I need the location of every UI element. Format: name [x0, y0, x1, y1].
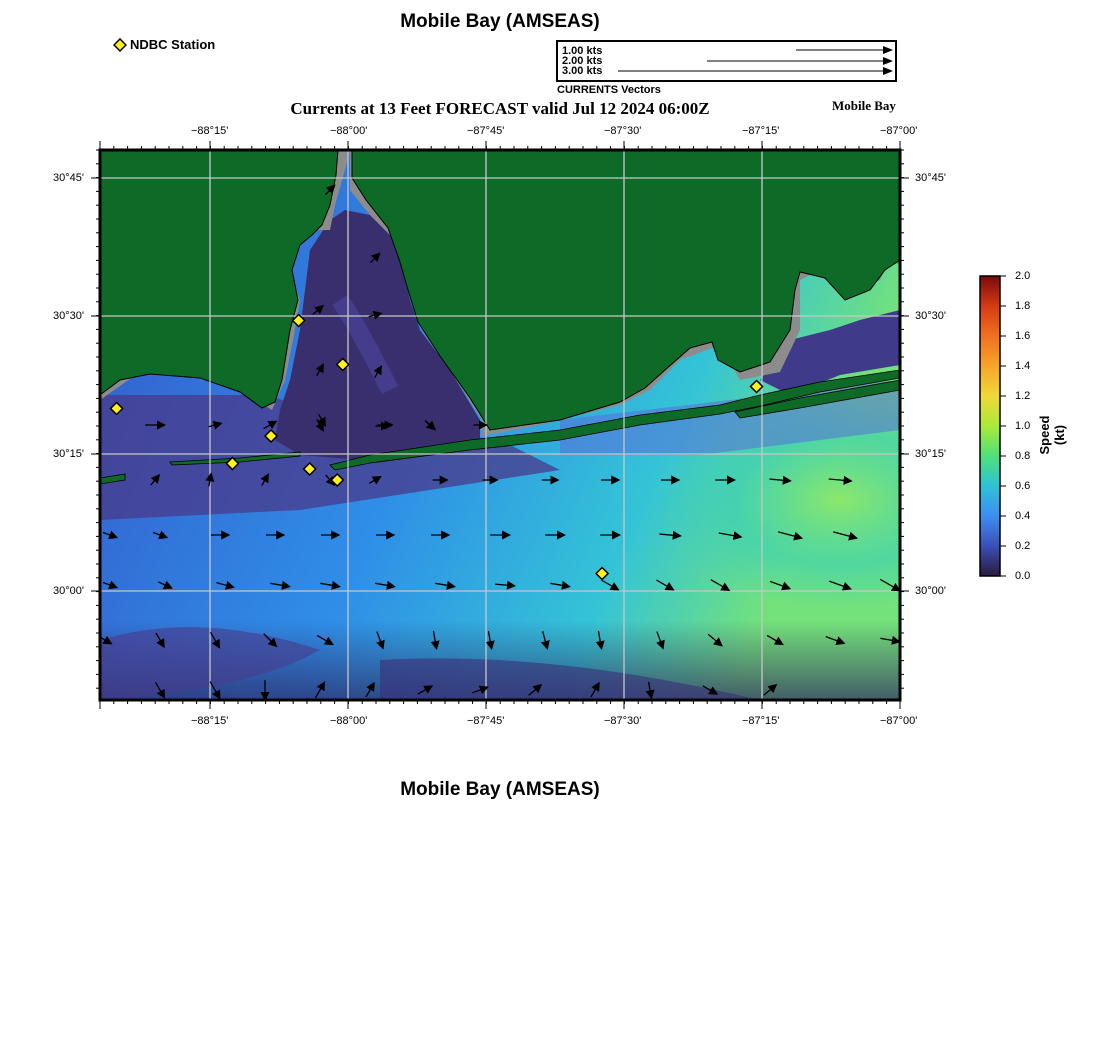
lon-tick-top: −88°00': [330, 125, 368, 137]
colorbar-tick: 0.6: [1015, 480, 1031, 492]
lon-tick-top: −87°45': [467, 125, 505, 137]
colorbar-tick: 0.0: [1015, 570, 1031, 582]
region-label: Mobile Bay: [832, 98, 896, 113]
lon-tick-bottom: −87°15': [742, 715, 780, 727]
colorbar-tick: 2.0: [1015, 270, 1031, 282]
lat-tick-right: 30°30': [915, 310, 946, 322]
lat-tick-left: 30°30': [53, 310, 84, 322]
colorbar-tick: 1.0: [1015, 420, 1031, 432]
forecast-subtitle: Currents at 13 Feet FORECAST valid Jul 12 2024 06:00Z: [290, 99, 710, 118]
lat-tick-left: 30°15': [53, 448, 84, 460]
page-title: Mobile Bay (AMSEAS): [400, 11, 600, 32]
vector-key-label-3: 3.00 kts: [562, 65, 603, 77]
colorbar-tick: 1.4: [1015, 360, 1031, 372]
lat-tick-left: 30°45': [53, 172, 84, 184]
lon-tick-bottom: −87°45': [467, 715, 505, 727]
lat-tick-left: 30°00': [53, 585, 84, 597]
vector-key-label-2: 2.00 kts: [562, 55, 603, 67]
lon-tick-top: −88°15': [191, 125, 229, 137]
lon-tick-bottom: −87°00': [880, 715, 918, 727]
vector-key-label-1: 1.00 kts: [562, 45, 603, 57]
vector-key-caption: CURRENTS Vectors: [557, 84, 661, 96]
lat-tick-right: 30°15': [915, 448, 946, 460]
speed-colorbar: [976, 272, 1016, 582]
lon-tick-bottom: −88°15': [191, 715, 229, 727]
lon-tick-top: −87°30': [604, 125, 642, 137]
lat-tick-right: 30°45': [915, 172, 946, 184]
colorbar-tick: 1.8: [1015, 300, 1031, 312]
lon-tick-top: −87°15': [742, 125, 780, 137]
station-legend-label: NDBC Station: [130, 37, 216, 52]
footer-title: Mobile Bay (AMSEAS): [400, 779, 600, 800]
colorbar-tick: 1.2: [1015, 390, 1031, 402]
lon-tick-top: −87°00': [880, 125, 918, 137]
colorbar-tick: 1.6: [1015, 330, 1031, 342]
colorbar-label: Speed (kt): [1037, 415, 1067, 455]
lat-tick-right: 30°00': [915, 585, 946, 597]
lon-tick-bottom: −87°30': [604, 715, 642, 727]
lon-tick-bottom: −88°00': [330, 715, 368, 727]
colorbar-tick: 0.8: [1015, 450, 1031, 462]
colorbar-tick: 0.2: [1015, 540, 1031, 552]
colorbar-tick: 0.4: [1015, 510, 1031, 522]
